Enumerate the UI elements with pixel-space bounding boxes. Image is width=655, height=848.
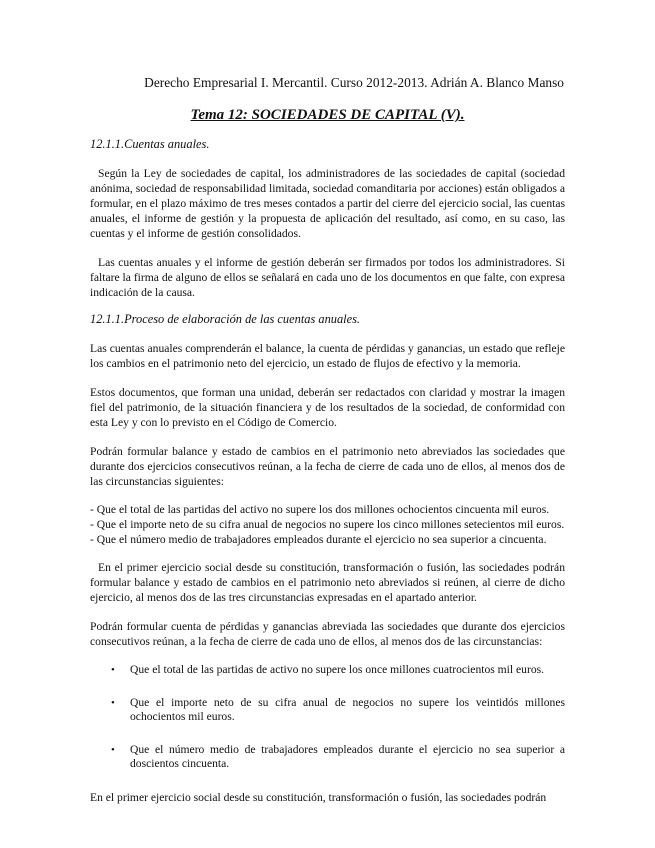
paragraph: Las cuentas anuales y el informe de gestión deberán ser firmados por todos los administradores. Si faltare la firma de alguno de ellos se señalará en cada uno de los documentos en que falte, con expresa indicación de la causa. <box>90 256 565 299</box>
paragraph: Según la Ley de sociedades de capital, los administradores de las sociedades de capital (sociedad anónima, sociedad de responsabilidad limitada, sociedad comanditaria por acciones) están obligados a formular, en el plazo máximo de tres meses contados a partir del cierre del ejercicio social, las cuentas anuales, el informe de gestión y la propuesta de aplicación del resultado, así como, en su caso, las cuentas y el informe de gestión consolidados. <box>90 167 565 240</box>
bullet-list <box>90 663 565 771</box>
bullet-icon: • <box>111 664 115 676</box>
paragraph: Podrán formular balance y estado de cambios en el patrimonio neto abreviados las sociedades que durante dos ejercicios consecutivos reúnan, a la fecha de cierre de cada uno de ellos, al menos dos de las circunstancias siguientes: <box>90 445 565 488</box>
page-title: Tema 12: SOCIEDADES DE CAPITAL (V). <box>190 107 465 123</box>
paragraph: En el primer ejercicio social desde su constitución, transformación o fusión, las sociedades podrán <box>90 791 547 804</box>
list-item <box>90 696 565 724</box>
page-header: Derecho Empresarial I. Mercantil. Curso 2012-2013. Adrián A. Blanco Manso <box>144 75 564 90</box>
list-item: - Que el número medio de trabajadores empleados durante el ejercicio no sea superior a cincuenta. <box>90 533 547 546</box>
list-item-text: Que el importe neto de su cifra anual de negocios no supere los veintidós millones ochocientos mil euros. <box>130 696 565 723</box>
list-item <box>90 663 565 677</box>
paragraph: Las cuentas anuales comprenderán el balance, la cuenta de pérdidas y ganancias, un estado que refleje los cambios en el patrimonio neto del ejercicio, un estado de flujos de efectivo y la memoria. <box>90 342 565 370</box>
list-item <box>90 743 565 771</box>
list-item: - Que el total de las partidas del activo no supere los dos millones ochocientos cincuenta mil euros. <box>90 503 550 516</box>
section-heading-proceso: 12.1.1.Proceso de elaboración de las cuentas anuales. <box>90 312 361 326</box>
paragraph: En el primer ejercicio social desde su constitución, transformación o fusión, las sociedades podrán formular balance y estado de cambios en el patrimonio neto abreviados si reúnen, al cierre de dicho ejercicio, al menos dos de las tres circunstancias expresadas en el apartado anterior. <box>90 561 565 604</box>
list-item-text: Que el número medio de trabajadores empleados durante el ejercicio no sea superior a doscientos cincuenta. <box>130 743 565 770</box>
bullet-icon: • <box>111 744 115 756</box>
list-item-text: Que el total de las partidas de activo no supere los once millones cuatrocientos mil euros. <box>130 663 545 676</box>
list-item: - Que el importe neto de su cifra anual de negocios no supere los cinco millones setecientos mil euros. <box>90 518 565 531</box>
bullet-icon: • <box>111 697 115 709</box>
paragraph: Estos documentos, que forman una unidad, deberán ser redactados con claridad y mostrar la imagen fiel del patrimonio, de la situación financiera y de los resultados de la sociedad, de conformidad con esta Ley y con lo previsto en el Código de Comercio. <box>90 386 565 429</box>
paragraph: Podrán formular cuenta de pérdidas y ganancias abreviada las sociedades que durante dos ejercicios consecutivos reúnan, a la fecha de cierre de cada uno de ellos, al menos dos de las circunstancias: <box>90 620 565 648</box>
dash-list <box>90 503 565 546</box>
section-heading-cuentas-anuales: 12.1.1.Cuentas anuales. <box>90 137 210 151</box>
